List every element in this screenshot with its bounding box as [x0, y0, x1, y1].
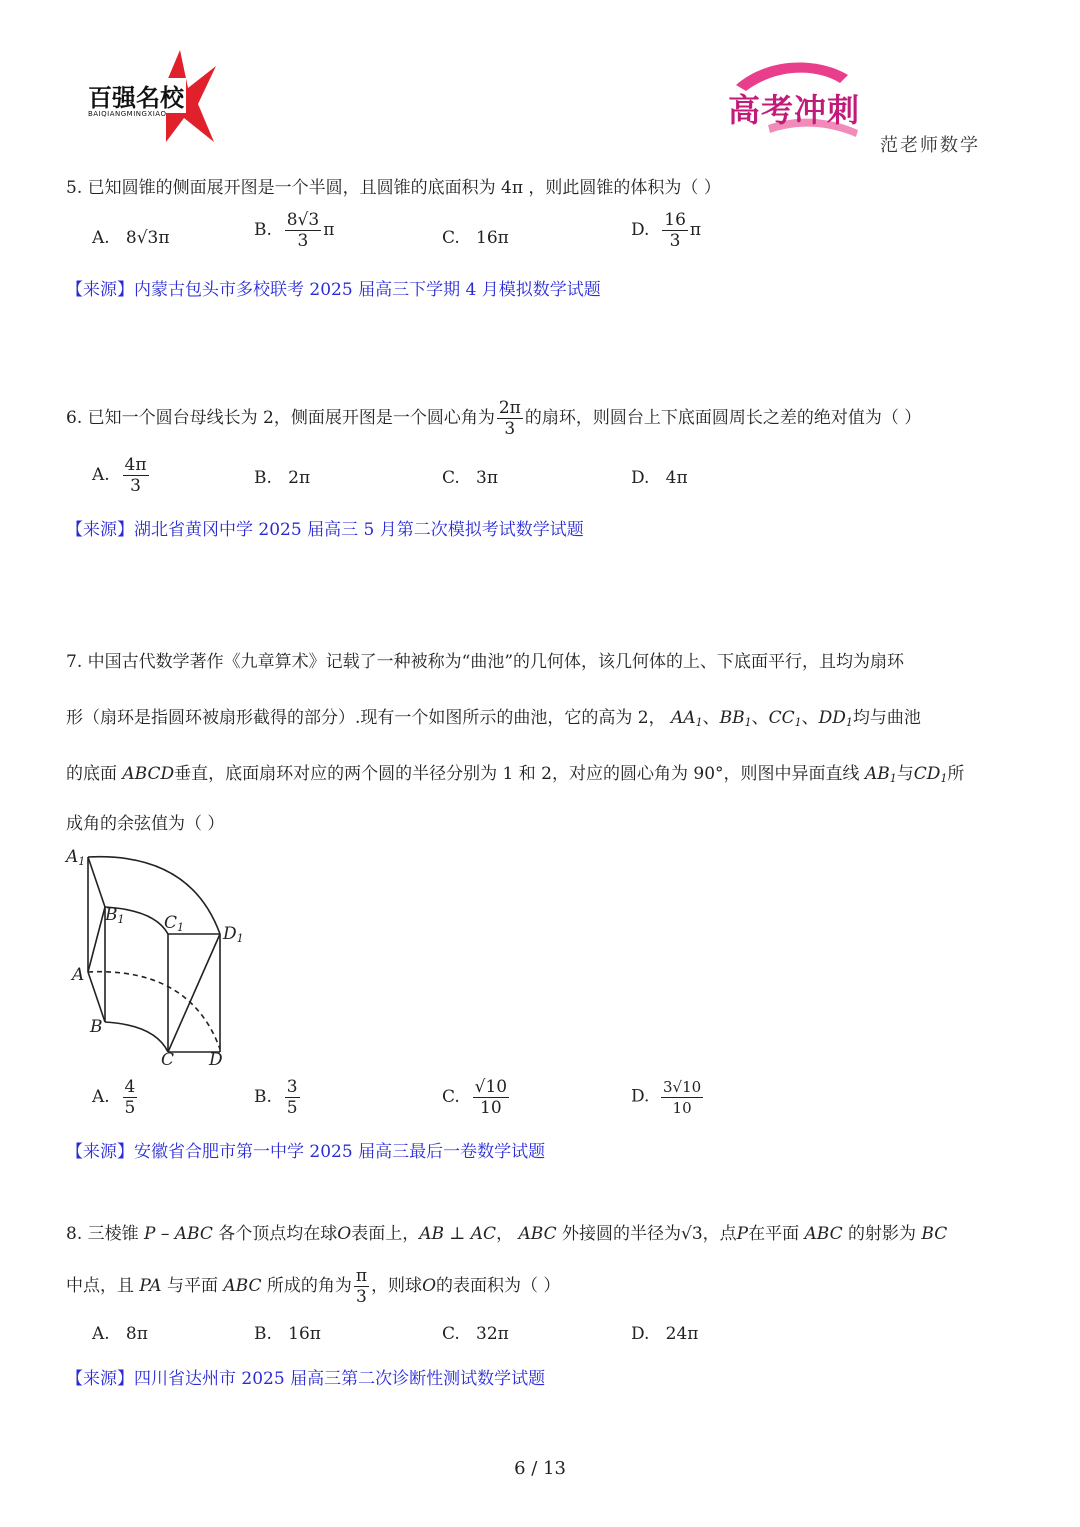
q6-option-b-value: 2π [288, 468, 311, 488]
seg-cc1: $CC_1$ [768, 708, 802, 729]
q8-line-1-h: 的射影为 [848, 1224, 916, 1244]
q7-option-b-label: B. [254, 1087, 272, 1107]
q8-option-c [442, 1322, 509, 1346]
q7-option-c [442, 1077, 511, 1118]
q8-option-b [254, 1322, 321, 1346]
q8-o: O [337, 1224, 352, 1244]
q6-option-c-label: C. [442, 468, 460, 488]
q7-option-c-num: √10 [474, 1077, 508, 1097]
q8-sqrt3: √3 [680, 1224, 703, 1244]
q7-sep-2: 、 [751, 708, 769, 728]
label-c1: C1 [164, 913, 185, 934]
q6-stem [66, 398, 921, 439]
q7-line-2-a: 形（扇环是指圆环被扇形截得的部分）.现有一个如图所示的曲池，它的高为 2， [66, 708, 666, 728]
diag-cd1 [168, 934, 220, 1052]
q7-line-1: 7. 中国古代数学著作《九章算术》记载了一种被称为“曲池”的几何体，该几何体的上、下底面平行，且均为扇环 [66, 652, 905, 672]
q5-option-c-value: 16π [476, 228, 509, 248]
q8-line-1-d: ， [496, 1224, 514, 1244]
q5-option-d-den: 3 [669, 231, 681, 251]
q8-line-2-b: 与平面 [166, 1276, 218, 1296]
q7-line-3-b: 垂直，底面扇环对应的两个圆的半径分别为 1 和 2，对应的圆心角为 90°，则图中异面直线 [174, 764, 860, 784]
q8-line-2-c: 所成的角为 [266, 1276, 352, 1296]
q6-stem-fraction [497, 398, 523, 439]
q8-option-d-label: D. [631, 1324, 650, 1344]
outer-bottom-arc-hidden [88, 972, 220, 1049]
q8-option-a-label: A. [92, 1324, 110, 1344]
q7-option-d-label: D. [631, 1086, 650, 1107]
q7-option-b [254, 1077, 302, 1118]
q8-option-d [631, 1322, 698, 1346]
q5-option-b-fraction [285, 210, 321, 251]
q7-line-2 [66, 706, 921, 735]
q5-option-d-tail: π [689, 220, 702, 240]
q8-option-c-value: 32π [476, 1324, 509, 1344]
q6-option-a-num: 4π [124, 455, 147, 475]
q5-option-c [442, 226, 509, 250]
label-b1: B1 [105, 905, 125, 926]
q8-abac: AB ⊥ AC [419, 1224, 497, 1244]
label-d1: D1 [223, 924, 244, 945]
q5-option-a-value: 8√3π [125, 228, 170, 248]
q8-line-1-e: 外接圆的半径为 [561, 1224, 681, 1244]
q5-source: 【来源】内蒙古包头市多校联考 2025 届高三下学期 4 月模拟数学试题 [66, 280, 601, 300]
q6-stem-num: 2π [498, 398, 521, 418]
q8-p: P [736, 1224, 749, 1244]
seg-dd1: $DD_1$ [818, 708, 853, 729]
logo-left-text: 百强名校 [86, 78, 186, 113]
logo-left [80, 48, 220, 143]
q8-angle-den: 3 [356, 1287, 367, 1307]
q8-bc: BC [921, 1224, 948, 1244]
q5-option-c-label: C. [442, 228, 460, 248]
q7-option-a [92, 1077, 139, 1118]
q6-option-a [92, 455, 151, 496]
q5-stem: 5. 已知圆锥的侧面展开图是一个半圆，且圆锥的底面积为 4π ，则此圆锥的体积为（ ） [66, 178, 721, 198]
q5-option-d-fraction [662, 210, 688, 251]
q6-source: 【来源】湖北省黄冈中学 2025 届高三 5 月第二次模拟考试数学试题 [66, 520, 584, 540]
q8-abc-1: ABC [518, 1224, 557, 1244]
q8-option-a [92, 1322, 148, 1346]
q6-option-d-value: 4π [665, 468, 688, 488]
q7-line-4: 成角的余弦值为（ ） [66, 814, 225, 834]
q5-option-b-num: 8√3 [286, 210, 320, 230]
seg-bb1: $BB_1$ [719, 708, 752, 729]
q7-abcd: ABCD [122, 764, 175, 784]
q5-option-b-tail: π [323, 220, 335, 240]
q6-stem-den: 3 [504, 419, 516, 439]
q6-option-d [631, 466, 688, 490]
q7-line-3-d: 所 [947, 764, 965, 784]
q8-line-2 [66, 1266, 560, 1307]
q5-option-d-label: D. [631, 220, 650, 240]
q5-option-b-label: B. [254, 220, 272, 240]
q7-line-3 [66, 762, 964, 791]
q7-option-b-num: 3 [286, 1077, 298, 1097]
q5-option-d-num: 16 [664, 210, 686, 230]
q5-option-a [92, 226, 170, 250]
seg-cd1: $CD_1$ [913, 764, 948, 785]
q7-line-2-c: 均与曲池 [852, 708, 921, 728]
q7-option-b-den: 5 [286, 1098, 298, 1118]
inner-bottom-arc [105, 1022, 168, 1052]
logo-left-pinyin: BAIQIANGMINGXIAO [88, 110, 167, 118]
q6-option-b [254, 466, 310, 490]
q8-option-d-value: 24π [665, 1324, 699, 1344]
logo-right [728, 55, 878, 140]
q7-option-c-label: C. [442, 1087, 460, 1107]
label-d: D [209, 1050, 223, 1070]
q8-angle-num: π [355, 1266, 368, 1286]
q8-option-b-label: B. [254, 1324, 272, 1344]
q7-option-d-den: 10 [672, 1099, 692, 1117]
q8-option-b-value: 16π [288, 1324, 321, 1344]
q6-stem-b: 的扇环，则圆台上下底面圆周长之差的绝对值为（ ） [524, 408, 922, 428]
q7-line-3-c: 与 [896, 764, 914, 784]
logo-right-text: 高考冲刺 [728, 91, 861, 129]
q8-line-2-d: ，则球 [371, 1276, 423, 1296]
q7-option-d-num: 3√10 [662, 1078, 702, 1096]
q6-option-c [442, 466, 498, 490]
q7-option-b-fraction [285, 1077, 300, 1118]
q8-o-2: O [422, 1276, 436, 1296]
q8-line-2-a: 中点，且 [66, 1276, 134, 1296]
q8-line-1-b: 各个顶点均在球 [218, 1224, 338, 1244]
teacher-label: 范老师数学 [880, 135, 980, 156]
q8-option-a-value: 8π [125, 1324, 148, 1344]
bottom-edge-ab [88, 972, 105, 1022]
q5-option-b [254, 210, 334, 251]
q7-option-d-fraction [661, 1077, 703, 1118]
q8-line-1-f: ，点 [702, 1224, 737, 1244]
q8-pabc: P – ABC [144, 1224, 213, 1244]
q5-option-b-den: 3 [297, 231, 309, 251]
q7-option-c-den: 10 [480, 1098, 502, 1118]
q6-option-a-den: 3 [130, 476, 141, 496]
page-number: 6 / 13 [514, 1458, 566, 1479]
q6-option-d-label: D. [631, 468, 650, 488]
q8-abc-2: ABC [804, 1224, 843, 1244]
label-b: B [90, 1017, 103, 1037]
q8-line-1-a: 8. 三棱锥 [66, 1224, 139, 1244]
seg-ab1: $AB_1$ [864, 764, 897, 785]
q7-figure [60, 842, 260, 1072]
q7-option-a-label: A. [92, 1087, 110, 1107]
q7-option-a-den: 5 [124, 1098, 136, 1118]
q8-line-2-e: 的表面积为（ ） [436, 1276, 561, 1296]
q8-line-1-g: 在平面 [748, 1224, 800, 1244]
q6-option-b-label: B. [254, 468, 272, 488]
q8-option-c-label: C. [442, 1324, 460, 1344]
q6-option-a-label: A. [92, 465, 110, 485]
seg-aa1: $AA_1$ [671, 708, 703, 729]
q7-sep-1: 、 [702, 708, 720, 728]
q5-option-d [631, 210, 701, 251]
q7-source: 【来源】安徽省合肥市第一中学 2025 届高三最后一卷数学试题 [66, 1142, 546, 1162]
q8-pa: PA [139, 1276, 162, 1296]
label-a: A [72, 965, 85, 985]
diag-ab1 [88, 907, 105, 972]
q7-option-d [631, 1077, 705, 1118]
q6-option-a-fraction [123, 455, 149, 496]
q7-option-a-fraction [123, 1077, 138, 1118]
q7-line-3-a: 的底面 [66, 764, 117, 784]
q6-stem-a: 6. 已知一个圆台母线长为 2，侧面展开图是一个圆心角为 [66, 408, 495, 428]
q8-angle-fraction [354, 1266, 369, 1307]
q8-line-1-c: 表面上， [351, 1224, 420, 1244]
q7-option-c-fraction [473, 1077, 509, 1118]
q8-line-1 [66, 1222, 947, 1246]
q6-option-c-value: 3π [476, 468, 499, 488]
q7-option-a-num: 4 [124, 1077, 136, 1097]
q7-sep-3: 、 [801, 708, 819, 728]
q8-abc-3: ABC [223, 1276, 262, 1296]
label-a1: A1 [66, 847, 86, 868]
label-c: C [161, 1050, 175, 1070]
top-edge-a1b1 [88, 857, 105, 907]
q8-source: 【来源】四川省达州市 2025 届高三第二次诊断性测试数学试题 [66, 1369, 546, 1389]
q5-option-a-label: A. [92, 228, 110, 248]
